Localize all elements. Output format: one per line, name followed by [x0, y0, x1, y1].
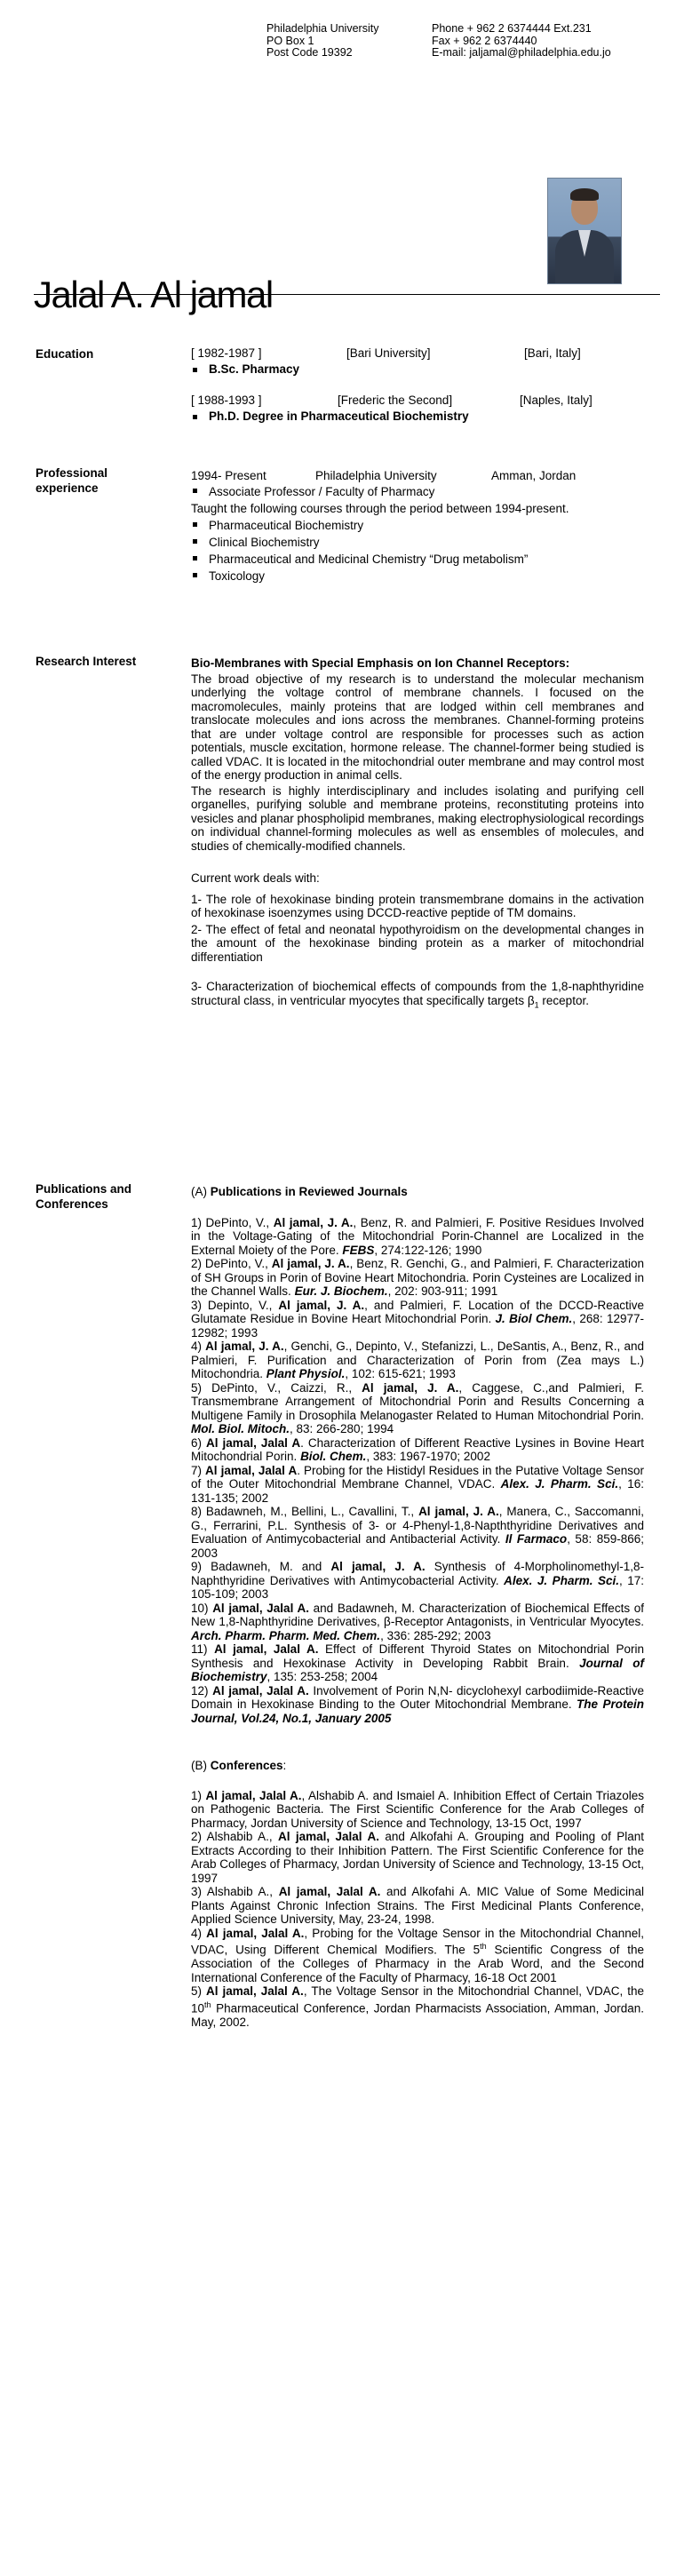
education-place: [Bari, Italy]	[524, 346, 581, 360]
journal-publication	[191, 1642, 644, 1684]
publication-journal: Arch. Pharm. Pharm. Med. Chem.	[191, 1628, 381, 1642]
education-school: [Frederic the Second]	[338, 393, 453, 407]
education-entry-header	[191, 394, 644, 409]
experience-section	[191, 467, 644, 584]
journal-list	[191, 1216, 644, 1726]
journal-publication	[191, 1505, 644, 1560]
publication-journal: The Protein Journal, Vol.24, No.1, January 2005	[191, 1697, 644, 1725]
fax-number: Fax + 962 2 6374440	[432, 34, 537, 47]
conference-author: Al jamal, Jalal A.	[205, 1788, 302, 1802]
experience-employer: Philadelphia University	[315, 469, 437, 482]
journal-publication	[191, 1436, 644, 1464]
publication-author: Al jamal, Jalal A.	[214, 1642, 319, 1656]
publication-journal: Plant Physiol.	[266, 1367, 346, 1380]
publication-author: Al jamal, J. A.	[271, 1257, 350, 1270]
publication-mid: and Badawneh, M. Characterization of Biochemical Effects of New 1,8-Naphthyridine Derivatives, β-Receptor Antagonists, in Ventricular Myocytes.	[191, 1601, 644, 1628]
journals-heading: (A) Publications in Reviewed Journals	[191, 1185, 408, 1198]
header-divider	[34, 294, 660, 295]
publication-author: Al jamal, J. A.	[278, 1298, 365, 1312]
publications-section	[191, 1185, 644, 2029]
publication-post: , 16: 131-135; 2002	[191, 1477, 644, 1505]
publication-journal: Alex. J. Pharm. Sci.	[500, 1477, 619, 1491]
publication-post: , 383: 1967-1970; 2002	[366, 1450, 490, 1463]
publication-post: , 83: 266-280; 1994	[290, 1422, 394, 1435]
course-item: Toxicology	[191, 568, 644, 584]
course-item: Clinical Biochemistry	[191, 534, 644, 551]
publication-author: Al jamal, J. A.	[273, 1215, 354, 1229]
publication-mid: , Caggese, C.,and Palmieri, F. Transmembrane Arrangement of Mitochondrial Porin and Results Concerning a Multigene Family in Drosophila Melanogaster Related to Human Mitochondrial Porin.	[191, 1380, 644, 1422]
education-years: [ 1988-1993 ]	[191, 393, 262, 407]
research-section	[191, 656, 644, 1013]
email-address[interactable]: E-mail: jaljamal@philadelphia.edu.jo	[432, 46, 611, 59]
publication-pre: 11)	[191, 1642, 215, 1656]
publication-author: Al jamal, Jalal A	[205, 1463, 298, 1477]
publication-mid: , Benz, R. and Palmieri, F. Positive Residues Involved in the Voltage-Gating of the Mitochondrial Porin-Channel are Localized in the External Moiety of the Pore.	[191, 1215, 644, 1257]
journal-publication	[191, 1257, 644, 1299]
publication-pre: 4)	[191, 1340, 206, 1353]
conference-author: Al jamal, Jalal A.	[206, 1926, 305, 1940]
research-item: 1- The role of hexokinase binding protein transmembrane domains in the activation of hexokinase isoenzymes using DCCD-reactive peptide of TM domains.	[191, 892, 644, 919]
conference-post_a: , Probing for the Voltage Sensor in the Mitochondrial Channel, VDAC, Using Different Chemical Modifiers. The 5	[191, 1926, 644, 1957]
contact-address	[266, 23, 378, 60]
conference-post_b: Scientific Congress of the Association of the Colleges of Pharmacy in the Arab Word, and the Second International Conference of the Faculty of Pharmacy, 16-18 Oct 2001	[191, 1943, 644, 1984]
conference-author: Al jamal, Jalal A.	[278, 1885, 381, 1898]
journal-publication	[191, 1340, 644, 1381]
publication-post: , 135: 253-258; 2004	[266, 1670, 378, 1683]
conference-post: and Alkofahi A. Grouping and Pooling of Plant Extracts According to their Inhibition Pattern. The First Scientific Conference for the Arab Colleges of Pharmacy, Jordan University of Science and Technology, 13-15 Oct, 1997	[191, 1830, 644, 1885]
publication-author: Al jamal, Jalal A.	[212, 1683, 309, 1697]
publication-journal: Biol. Chem.	[300, 1450, 367, 1463]
experience-entry-header	[191, 467, 644, 483]
conference-entry	[191, 1984, 644, 2029]
publication-journal: FEBS	[342, 1243, 375, 1257]
conference-entry	[191, 1789, 644, 1831]
section-label-publications: Publications and Conferences	[36, 1182, 132, 1211]
conference-post_a: , The Voltage Sensor in the Mitochondrial Channel, VDAC, the 10	[191, 1984, 644, 2015]
publication-post: , 17: 105-109; 2003	[191, 1573, 645, 1601]
publication-pre: 1) DePinto, V.,	[191, 1215, 274, 1229]
conference-post: , Alshabib A. and Ismaiel A. Inhibition Effect of Certain Triazoles on Pathogenic Bacteria. The First Scientific Conference for the Arab Colleges of Pharmacy, Jordan University of Science and Technology, 13-15 Oct, 1997	[191, 1788, 644, 1830]
publication-mid: , Benz, R. Genchi, G., and Palmieri, F. Characterization of SH Groups in Porin of Bovine Heart Mitochondria. Porin Cysteines are Localized in the Channel Walls.	[191, 1257, 644, 1298]
education-school: [Bari University]	[346, 346, 431, 360]
conference-author: Al jamal, Jalal A.	[277, 1830, 379, 1843]
research-item: 3- Characterization of biochemical effects of compounds from the 1,8-naphthyridine structural class, in ventricular myocytes that specifically targets $\beta_1$ receptor.	[191, 980, 644, 1010]
publication-author: Al jamal, J. A.	[330, 1560, 426, 1573]
research-current-work: Current work deals with:	[191, 871, 320, 885]
publication-post: , 274:122-126; 1990	[374, 1243, 482, 1257]
publication-post: , 336: 285-292; 2003	[380, 1628, 491, 1642]
publication-pre: 2) DePinto, V.,	[191, 1257, 272, 1270]
publication-mid: Involvement of Porin N,N- dicyclohexyl carbodiimide-Reactive Domain in Hexokinase Binding to the Outer Mitochondrial Membrane.	[191, 1683, 644, 1711]
conference-post: and Alkofahi A. MIC Value of Some Medicinal Plants Against Chronic Infection Strains. The First Medicinal Plants Conference, Applied Science University, May, 23-24, 1998.	[191, 1885, 644, 1926]
publication-post: , 58: 859-866; 2003	[191, 1532, 644, 1560]
publication-mid: , and Palmieri, F. Location of the DCCD-Reactive Glutamate Residue in Bovine Heart Mitochondrial Porin.	[191, 1298, 644, 1325]
publication-author: Al jamal, J. A.	[205, 1340, 284, 1353]
conference-pre: 2) Alshabib A.,	[191, 1830, 278, 1843]
journal-publication	[191, 1684, 644, 1726]
publication-mid: , Genchi, G., Depinto, V., Stefanizzi, L., DeSantis, A., Benz, R., and Palmieri, F. Purification and Characterization of Porin from (Zea mays L.) Mitochondria.	[191, 1340, 644, 1380]
publication-pre: 12)	[191, 1683, 213, 1697]
conference-sup: th	[480, 1942, 487, 1951]
conference-entry	[191, 1927, 644, 1985]
education-place: [Naples, Italy]	[520, 393, 593, 407]
address-line-university: Philadelphia University	[266, 22, 379, 35]
address-line-pobox: PO Box 1	[266, 34, 314, 47]
publication-pre: 10)	[191, 1601, 213, 1615]
conference-post_b: Pharmaceutical Conference, Jordan Pharmacists Association, Amman, Jordan. May, 2002.	[191, 2001, 644, 2029]
publication-pre: 7)	[191, 1463, 206, 1477]
conference-list	[191, 1789, 644, 2030]
profile-photo	[547, 178, 622, 284]
education-years: [ 1982-1987 ]	[191, 346, 262, 360]
publication-post: , 102: 615-621; 1993	[345, 1367, 456, 1380]
journal-publication	[191, 1560, 644, 1602]
course-item: Pharmaceutical and Medicinal Chemistry “Drug metabolism”	[191, 551, 644, 568]
publication-journal: Eur. J. Biochem.	[294, 1284, 388, 1298]
conference-author: Al jamal, Jalal A.	[206, 1984, 304, 1998]
contact-details	[432, 23, 611, 60]
conference-pre: 1)	[191, 1788, 206, 1802]
publication-mid: . Characterization of Different Reactive Lysines in Bovine Heart Mitochondrial Porin.	[191, 1435, 644, 1463]
research-paragraph: The research is highly interdisciplinary and includes isolating and purifying cell organelles, purifying soluble and membrane proteins, reconstituting proteins into vesicles and planar phospholipid membranes, making electrophysiological recordings on individual channel-forming molecules as well as ensembles of molecules, and studies of chemically-modified channels.	[191, 783, 644, 853]
courses-intro: Taught the following courses through the period between 1994-present.	[191, 502, 569, 515]
publication-post: , 202: 903-911; 1991	[387, 1284, 498, 1298]
publication-pre: 5) DePinto, V., Caizzi, R.,	[191, 1380, 362, 1395]
publication-journal: Il Farmaco	[505, 1532, 568, 1546]
conference-sup: th	[204, 2000, 211, 2009]
publication-pre: 3) Depinto, V.,	[191, 1298, 279, 1312]
publication-journal: J. Biol Chem.	[495, 1312, 573, 1325]
journal-publication	[191, 1381, 644, 1436]
section-label-education: Education	[36, 347, 94, 361]
section-label-experience: Professional experience	[36, 466, 108, 495]
publication-post: , 268: 12977-12982; 1993	[191, 1312, 644, 1340]
address-line-postcode: Post Code 19392	[266, 46, 353, 59]
experience-period: 1994- Present	[191, 469, 266, 482]
publication-journal: Mol. Biol. Mitoch.	[191, 1422, 290, 1435]
journal-publication	[191, 1602, 644, 1643]
conference-entry	[191, 1885, 644, 1927]
journal-publication	[191, 1464, 644, 1506]
publication-mid: Effect of Different Thyroid States on Mitochondrial Porin Synthesis and Hexokinase Activity in Developing Rabbit Brain.	[191, 1642, 644, 1670]
phone-number: Phone + 962 2 6374444 Ext.231	[432, 22, 592, 35]
publication-author: Al jamal, J. A.	[418, 1505, 499, 1518]
research-paragraph: The broad objective of my research is to understand the molecular mechanism underlying the voltage control of membrane channels. I focused on the macromolecules, mainly proteins that are lodged within cell membranes and translocate molecules and ions across the membranes. Channel-forming proteins that are under voltage control are responsible for processes such as action potentials, muscle excitation, hormone release. The channel-former being studied is called VDAC. It is located in the mitochondrial outer membrane and may control most of the energy production in animal cells.	[191, 672, 644, 782]
education-degree: B.Sc. Pharmacy	[191, 362, 644, 377]
course-item: Pharmaceutical Biochemistry	[191, 517, 644, 534]
person-name: Jalal A. Al jamal	[34, 274, 273, 316]
publication-pre: 8) Badawneh, M., Bellini, L., Cavallini, T.,	[191, 1505, 419, 1518]
experience-position: Associate Professor / Faculty of Pharmacy	[191, 483, 644, 500]
conference-pre: 5)	[191, 1984, 207, 1998]
publication-mid: Synthesis of 4-Morpholinomethyl-1,8-Naphthyridine Derivatives with Antimycobacterial Activity.	[191, 1560, 644, 1587]
journal-publication	[191, 1299, 644, 1340]
section-label-research: Research Interest	[36, 655, 137, 668]
publication-journal: Alex. J. Pharm. Sci.	[504, 1573, 619, 1587]
publication-author: Al jamal, Jalal A	[206, 1435, 301, 1450]
research-item: 2- The effect of fetal and neonatal hypothyroidism on the developmental changes in the amount of the hexokinase binding protein as a marker of mitochondrial differentiation	[191, 922, 644, 964]
journal-publication	[191, 1216, 644, 1258]
conference-pre: 4)	[191, 1926, 207, 1940]
education-degree: Ph.D. Degree in Pharmaceutical Biochemistry	[191, 409, 644, 424]
publication-pre: 9) Badawneh, M. and	[191, 1560, 331, 1573]
publication-author: Al jamal, J. A.	[362, 1380, 459, 1395]
education-entry-header	[191, 346, 644, 362]
publication-journal: Journal of Biochemistry	[191, 1656, 644, 1683]
research-title: Bio-Membranes with Special Emphasis on Ion Channel Receptors:	[191, 656, 570, 670]
conference-pre: 3) Alshabib A.,	[191, 1885, 279, 1898]
publication-mid: , Manera, C., Saccomanni, G., Ferrarini, P.L. Synthesis of 3- or 4-Phenyl-1,8-Napththyridine Derivatives and Evaluation of Antimycobacterial and Antibacterial Activity.	[191, 1505, 644, 1546]
experience-location: Amman, Jordan	[491, 469, 577, 482]
publication-author: Al jamal, Jalal A.	[212, 1601, 309, 1615]
publication-mid: . Probing for the Histidyl Residues in the Putative Voltage Sensor of the Outer Mitochondrial Membrane Channel, VDAC.	[191, 1463, 644, 1491]
publication-pre: 6)	[191, 1435, 207, 1450]
education-section	[191, 346, 644, 423]
conference-entry	[191, 1830, 644, 1885]
conferences-heading: (B) Conferences:	[191, 1759, 287, 1772]
